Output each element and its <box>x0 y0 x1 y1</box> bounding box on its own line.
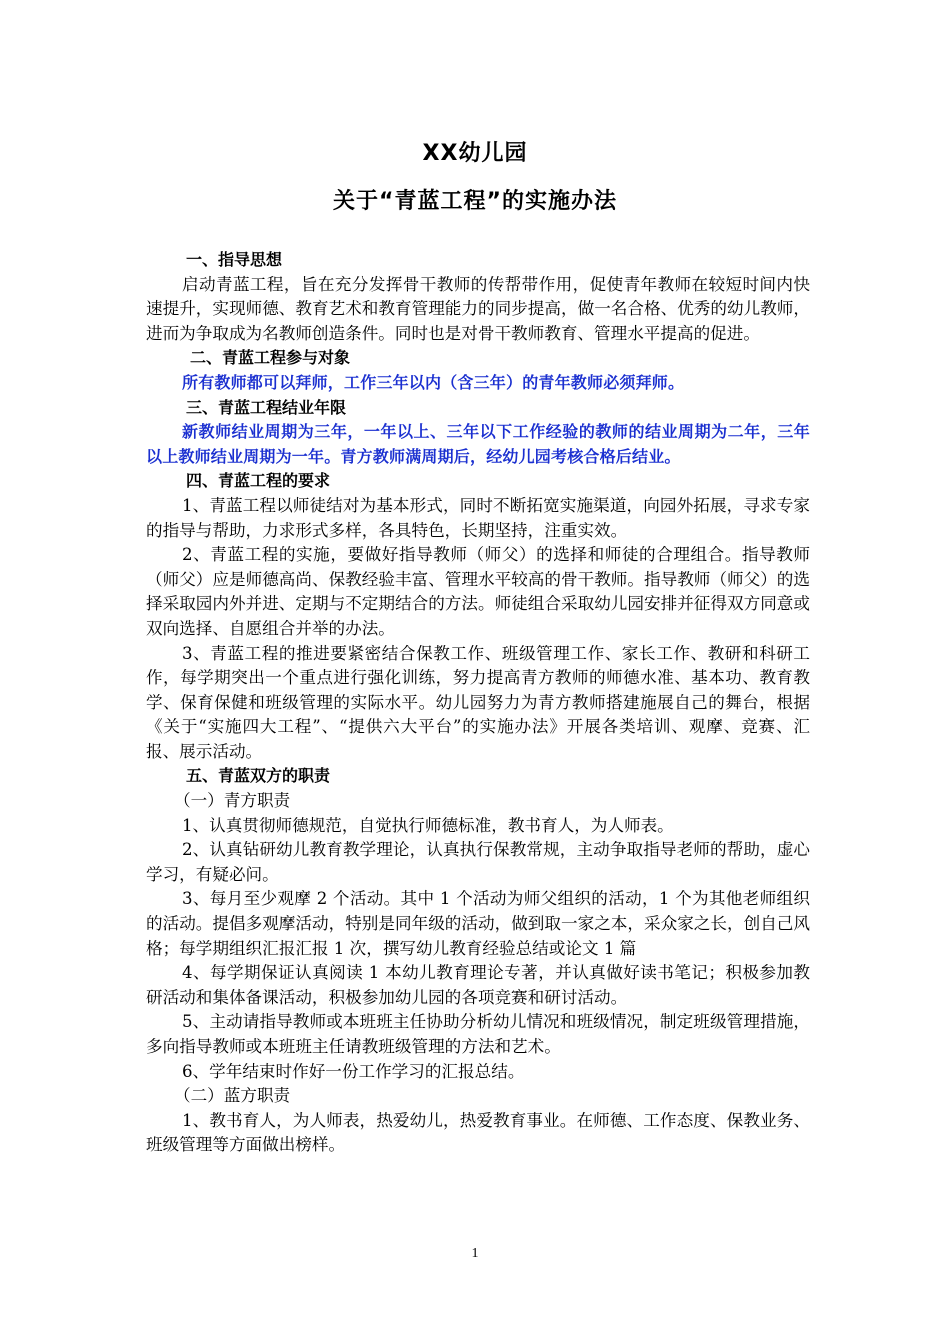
paragraph: 启动青蓝工程，旨在充分发挥骨干教师的传帮带作用，促使青年教师在较短时间内快速提升，实现师德、教育艺术和教育管理能力的同步提高，做一名合格、优秀的幼儿教师，进而为争取成为名教师创造条件。同时也是对骨干教师教育、管理水平提高的促进。 <box>146 274 810 343</box>
section-heading-participants: 二、青蓝工程参与对象 <box>190 348 351 368</box>
page-number: 1 <box>471 1246 479 1261</box>
document-body <box>146 248 810 1158</box>
section-heading-completion-period: 三、青蓝工程结业年限 <box>186 397 347 417</box>
list-item: 5、主动请指导教师或本班班主任协助分析幼儿情况和班级情况，制定班级管理措施，多向指导教师或本班班主任请教班级管理的方法和艺术。 <box>146 1012 810 1056</box>
document-title-org: XX幼儿园 <box>422 141 528 166</box>
section-heading-responsibilities: 五、青蓝双方的职责 <box>186 766 331 786</box>
paragraph-highlight: 新教师结业周期为三年，一年以上、三年以下工作经验的教师的结业周期为二年，三年以上教师结业周期为一年。青方教师满周期后，经幼儿园考核合格后结业。 <box>146 422 810 466</box>
paragraph-highlight: 所有教师都可以拜师，工作三年以内（含三年）的青年教师必须拜师。 <box>182 372 685 392</box>
subsection-heading-lan: （二）蓝方职责 <box>174 1086 291 1106</box>
list-item: 2、认真钻研幼儿教育教学理论，认真执行保教常规，主动争取指导老师的帮助，虚心学习，有疑必问。 <box>146 840 810 884</box>
document-title: 关于“青蓝工程”的实施办法 <box>333 189 617 214</box>
paragraph: 1、青蓝工程以师徒结对为基本形式，同时不断拓宽实施渠道，向园外拓展，寻求专家的指导与帮助，力求形式多样，各具特色，长期坚持，注重实效。 <box>146 495 810 540</box>
paragraph: 2、青蓝工程的实施，要做好指导教师（师父）的选择和师徒的合理组合。指导教师（师父）应是师德高尚、保教经验丰富、管理水平较高的骨干教师。指导教师（师父）的选择采取园内外并进、定期与不定期结合的方法。师徒组合采取幼儿园安排并征得双方同意或双向选择、自愿组合并举的办法。 <box>146 545 810 638</box>
list-item: 1、教书育人，为人师表，热爱幼儿，热爱教育事业。在师德、工作态度、保教业务、班级管理等方面做出榜样。 <box>146 1110 810 1155</box>
list-item: 6、学年结束时作好一份工作学习的汇报总结。 <box>182 1061 525 1081</box>
list-item: 1、认真贯彻师德规范，自觉执行师德标准，教书育人，为人师表。 <box>182 815 674 835</box>
subsection-heading-qing: （一）青方职责 <box>174 791 291 811</box>
list-item: 4、每学期保证认真阅读 1 本幼儿教育理论专著，并认真做好读书笔记；积极参加教研活动和集体备课活动，积极参加幼儿园的各项竞赛和研讨活动。 <box>146 963 810 1007</box>
section-heading-requirements: 四、青蓝工程的要求 <box>186 471 331 491</box>
paragraph: 3、青蓝工程的推进要紧密结合保教工作、班级管理工作、家长工作、教研和科研工作，每学期突出一个重点进行强化训练，努力提高青方教师的师德水准、基本功、教育教学、保育保健和班级管理的实际水平。幼儿园努力为青方教师搭建施展自己的舞台，根据《关于“实施四大工程”、“提供六大平台”的实施办法》开展各类培训、观摩、竞赛、汇报、展示活动。 <box>146 643 810 761</box>
list-item: 3、每月至少观摩 2 个活动。其中 1 个活动为师父组织的活动，1 个为其他老师组织的活动。提倡多观摩活动，特别是同年级的活动，做到取一家之本，采众家之长，创自己风格；每学期组织汇报汇报 1 次，撰写幼儿教育经验总结或论文 1 篇 <box>146 889 810 958</box>
section-heading-guiding-thought: 一、指导思想 <box>186 250 283 269</box>
